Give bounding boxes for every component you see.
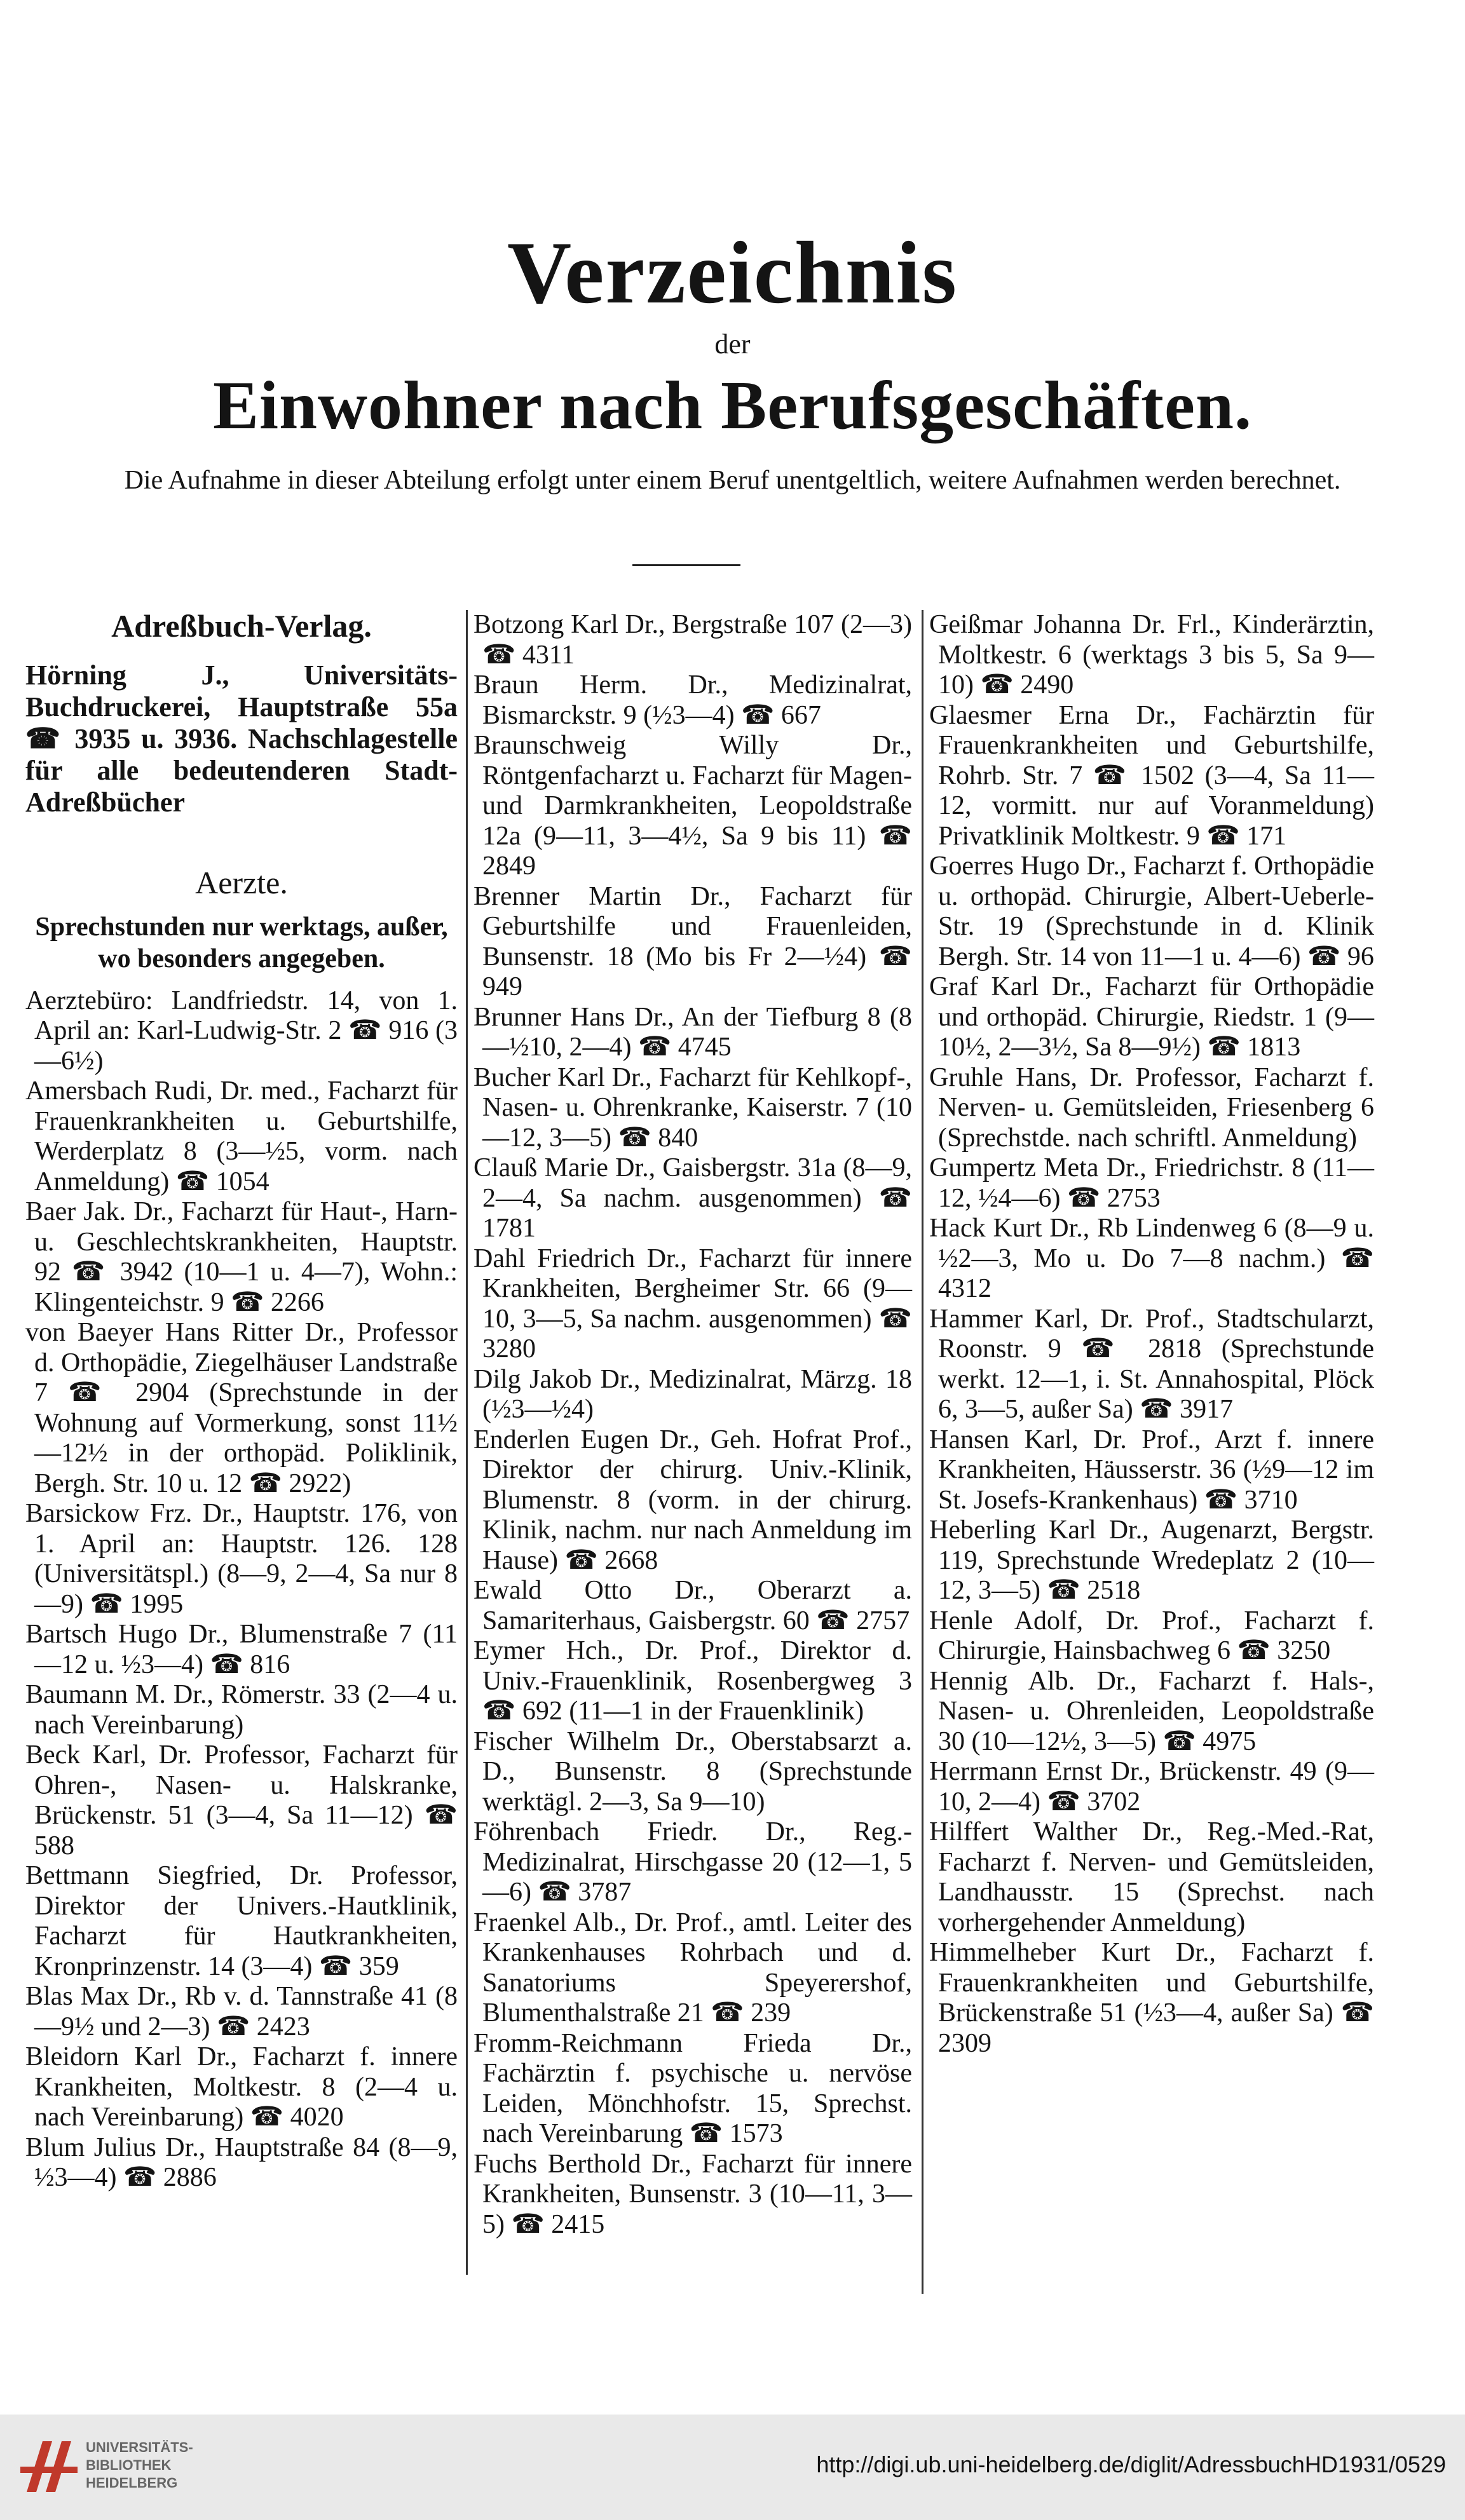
directory-entry: Blas Max Dr., Rb v. d. Tannstraße 41 (8—9½ und 2—3) ☎ 2423 [25,1982,458,2042]
directory-entry: Fromm-Reichmann Frieda Dr., Fachärztin f. psychische u. nervöse Leiden, Mönchhofstr. 15, Sprechst. nach Vereinbarung ☎ 1573 [474,2028,912,2148]
directory-entry: Baer Jak. Dr., Facharzt für Haut-, Harn- u. Geschlechtskrankheiten, Hauptstr. 92 ☎ 3942 (10—1 u. 4—7), Wohn.: Klingenteichstr. 9 ☎ 2266 [25,1197,458,1317]
directory-entry: Hennig Alb. Dr., Facharzt f. Hals-, Nasen- u. Ohrenleiden, Leopoldstraße 30 (10—12½, 3—5) ☎ 4975 [929,1666,1374,1756]
footer-bar [0,2415,1465,2520]
directory-entry: von Baeyer Hans Ritter Dr., Professor d. Orthopädie, Ziegelhäuser Landstraße 7 ☎ 2904 (Sprechstunde in der Wohnung auf Vormerkung, sonst 11½—12½ in der orthopäd. Poliklinik, Bergh. Str. 10 u. 12 ☎ 2922) [25,1318,458,1498]
directory-entry: Ewald Otto Dr., Oberarzt a. Samariterhaus, Gaisbergstr. 60 ☎ 2757 [474,1576,912,1636]
library-logo-icon [14,2429,84,2505]
directory-entry: Aerztebüro: Landfriedstr. 14, von 1. April an: Karl-Ludwig-Str. 2 ☎ 916 (3—6½) [25,986,458,1076]
directory-entry: Glaesmer Erna Dr., Fachärztin für Frauenkrankheiten und Geburtshilfe, Rohrb. Str. 7 ☎ 1502 (3—4, Sa 11—12, vormitt. nur auf Voranmeldung) Privatklinik Moltkestr. 9 ☎ 171 [929,700,1374,851]
directory-entry: Enderlen Eugen Dr., Geh. Hofrat Prof., Direktor der chirurg. Univ.-Klinik, Blumenstr. 8 (vorm. in der chirurg. Klinik, nachm. nur nach Anmeldung im Hause) ☎ 2668 [474,1425,912,1575]
directory-entry: Geißmar Johanna Dr. Frl., Kinderärztin, Moltkestr. 6 (werktags 3 bis 5, Sa 9—10) ☎ 2490 [929,610,1374,700]
page-subtitle: Einwohner nach Berufsgeschäften. [212,368,1253,444]
column-divider-2 [922,610,923,2294]
entry-list-col3 [929,610,1374,2059]
page-title: Verzeichnis [507,224,958,322]
directory-entry: Fischer Wilhelm Dr., Oberstabsarzt a. D., Bunsenstr. 8 (Sprechstunde werktägl. 2—3, Sa 9—10) [474,1726,912,1817]
directory-entry: Barsickow Frz. Dr., Hauptstr. 176, von 1. April an: Hauptstr. 126. 128 (Universitätspl.) (8—9, 2—4, Sa nur 8—9) ☎ 1995 [25,1499,458,1619]
directory-entry: Braunschweig Willy Dr., Röntgenfacharzt u. Facharzt für Magen- und Darmkrankheiten, Leopoldstraße 12a (9—11, 3—4½, Sa 9 bis 11) ☎ 2849 [474,731,912,881]
directory-entry: Herrmann Ernst Dr., Brückenstr. 49 (9—10, 2—4) ☎ 3702 [929,1757,1374,1817]
directory-entry: Eymer Hch., Dr. Prof., Direktor d. Univ.-Frauenklinik, Rosenbergweg 3 ☎ 692 (11—1 in der Frauenklinik) [474,1636,912,1726]
directory-entry: Goerres Hugo Dr., Facharzt f. Orthopädie u. orthopäd. Chirurgie, Albert-Ueberle-Str. 19 (Sprechstunde in d. Klinik Bergh. Str. 14 von 11—1 u. 4—6) ☎ 96 [929,851,1374,972]
source-url-link[interactable]: http://digi.ub.uni-heidelberg.de/diglit/AdressbuchHD1931/0529 [816,2451,1446,2477]
section-note: Sprechstunden nur werktags, außer, wo besonders angegeben. [35,912,448,973]
directory-entry: Graf Karl Dr., Facharzt für Orthopädie und orthopäd. Chirurgie, Riedstr. 1 (9—10½, 2—3½, Sa 8—9½) ☎ 1813 [929,972,1374,1062]
column-1 [25,610,458,2193]
directory-entry: Amersbach Rudi, Dr. med., Facharzt für Frauenkrankheiten u. Geburtshilfe, Werderplatz 8 (3—½5, vorm. nach Anmeldung) ☎ 1054 [25,1076,458,1196]
directory-entry: Botzong Karl Dr., Bergstraße 107 (2—3) ☎ 4311 [474,610,912,670]
directory-entry: Hammer Karl, Dr. Prof., Stadtschularzt, Roonstr. 9 ☎ 2818 (Sprechstunde werkt. 12—1, i. St. Annahospital, Plöck 6, 3—5, außer Sa) ☎ 3917 [929,1304,1374,1424]
publisher-advert [25,610,458,818]
directory-entry: Gumpertz Meta Dr., Friedrichstr. 8 (11—12, ½4—6) ☎ 2753 [929,1153,1374,1213]
directory-entry: Baumann M. Dr., Römerstr. 33 (2—4 u. nach Vereinbarung) [25,1680,458,1740]
directory-entry: Heberling Karl Dr., Augenarzt, Bergstr. 119, Sprechstunde Wredeplatz 2 (10—12, 3—5) ☎ 2518 [929,1515,1374,1605]
directory-entry: Henle Adolf, Dr. Prof., Facharzt f. Chirurgie, Hainsbachweg 6 ☎ 3250 [929,1606,1374,1665]
directory-entry: Dilg Jakob Dr., Medizinalrat, Märzg. 18 (½3—½4) [474,1364,912,1424]
directory-entry: Föhrenbach Friedr. Dr., Reg.-Medizinalrat, Hirschgasse 20 (12—1, 5—6) ☎ 3787 [474,1817,912,1907]
intro-text: Die Aufnahme in dieser Abteilung erfolgt unter einem Beruf unentgeltlich, weitere Aufnahmen werden berechnet. [124,466,1341,495]
entry-list-col1 [25,986,458,2193]
directory-entry: Brunner Hans Dr., An der Tiefburg 8 (8—½10, 2—4) ☎ 4745 [474,1002,912,1062]
column-3 [929,610,1374,2059]
directory-entry: Braun Herm. Dr., Medizinalrat, Bismarckstr. 9 (½3—4) ☎ 667 [474,670,912,730]
directory-entry: Gruhle Hans, Dr. Professor, Facharzt f. Nerven- u. Gemütsleiden, Friesenberg 6 (Sprechstde. nach schriftl. Anmeldung) [929,1062,1374,1153]
directory-entry: Fuchs Berthold Dr., Facharzt für innere Krankheiten, Bunsenstr. 3 (10—11, 3—5) ☎ 2415 [474,2149,912,2239]
directory-entry: Bleidorn Karl Dr., Facharzt f. innere Krankheiten, Moltkestr. 8 (2—4 u. nach Vereinbarung) ☎ 4020 [25,2042,458,2132]
directory-entry: Blum Julius Dr., Hauptstraße 84 (8—9, ½3—4) ☎ 2886 [25,2132,458,2192]
directory-entry: Himmelheber Kurt Dr., Facharzt f. Frauenkrankheiten und Geburtshilfe, Brückenstraße 51 (½3—4, außer Sa) ☎ 2309 [929,1938,1374,2058]
directory-entry: Beck Karl, Dr. Professor, Facharzt für Ohren-, Nasen- u. Halskranke, Brückenstr. 51 (3—4, Sa 11—12) ☎ 588 [25,1740,458,1860]
directory-entry: Bucher Karl Dr., Facharzt für Kehlkopf-, Nasen- u. Ohrenkranke, Kaiserstr. 7 (10—12, 3—5) ☎ 840 [474,1062,912,1153]
column-2 [474,610,912,2240]
directory-entry: Bettmann Siegfried, Dr. Professor, Direktor der Univers.-Hautklinik, Facharzt für Hautkrankheiten, Kronprinzenstr. 14 (3—4) ☎ 359 [25,1861,458,1981]
directory-entry: Bartsch Hugo Dr., Blumenstraße 7 (11—12 u. ½3—4) ☎ 816 [25,1620,458,1679]
directory-entry: Fraenkel Alb., Dr. Prof., amtl. Leiter des Krankenhauses Rohrbach und d. Sanatoriums Speyerershof, Blumenthalstraße 21 ☎ 239 [474,1907,912,2028]
title-connector: der [714,329,751,360]
entry-list-col2 [474,610,912,2240]
directory-entry: Clauß Marie Dr., Gaisbergstr. 31a (8—9, 2—4, Sa nachm. ausgenommen) ☎ 1781 [474,1153,912,1243]
library-logo-text: UNIVERSITÄTS- BIBLIOTHEK HEIDELBERG [86,2439,193,2491]
directory-entry: Dahl Friedrich Dr., Facharzt für innere Krankheiten, Bergheimer Str. 66 (9—10, 3—5, Sa nachm. ausgenommen) ☎ 3280 [474,1243,912,1364]
advert-title: Adreßbuch-Verlag. [111,608,372,644]
directory-entry: Hack Kurt Dr., Rb Lindenweg 6 (8—9 u. ½2—3, Mo u. Do 7—8 nachm.) ☎ 4312 [929,1214,1374,1303]
directory-entry: Hilffert Walther Dr., Reg.-Med.-Rat, Facharzt f. Nerven- und Gemütsleiden, Landhausstr. 15 (Sprechst. nach vorhergehender Anmeldung) [929,1817,1374,1937]
directory-entry: Brenner Martin Dr., Facharzt für Geburtshilfe und Frauenleiden, Bunsenstr. 18 (Mo bis Fr 2—½4) ☎ 949 [474,881,912,1001]
column-divider-1 [466,610,468,2275]
section-heading: Aerzte. [195,865,288,900]
advert-body: Hörning J., Universitäts-Buchdruckerei, Hauptstraße 55a ☎ 3935 u. 3936. Nachschlagestelle für alle bedeutenderen Stadt-Adreßbücher [25,660,458,818]
directory-entry: Hansen Karl, Dr. Prof., Arzt f. innere Krankheiten, Häusserstr. 36 (½9—12 im St. Josefs-Krankenhaus) ☎ 3710 [929,1425,1374,1515]
title-rule [632,564,740,566]
